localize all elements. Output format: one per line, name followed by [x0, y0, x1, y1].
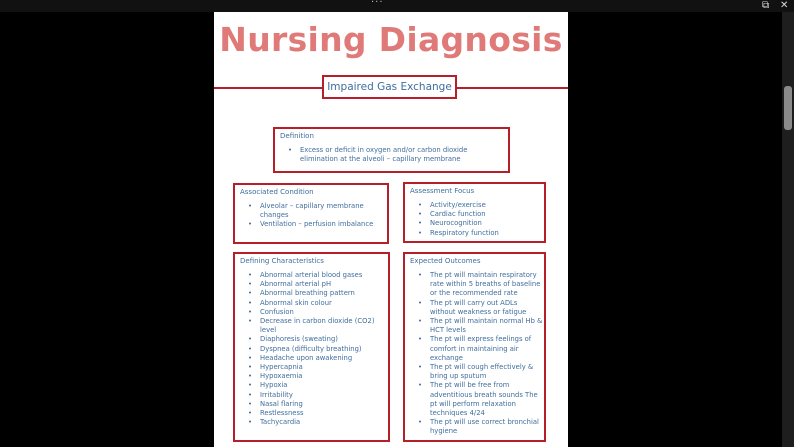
window-title-bar: [0, 0, 794, 12]
close-icon[interactable]: ✕: [780, 0, 789, 11]
list-item: • Hypoxia: [260, 381, 388, 390]
list-item: • The pt will maintain respiratory rate within 5 breaths of baseline or the recommended rate: [430, 271, 543, 299]
list-item: • The pt will use correct bronchial hygiene: [430, 418, 543, 436]
list-item: • Ventilation – perfusion imbalance: [260, 220, 382, 229]
list-item: • Abnormal breathing pattern: [260, 289, 388, 298]
associated-condition-heading: Associated Condition: [240, 188, 314, 196]
list-item: • Abnormal skin colour: [260, 299, 388, 308]
list-item: • Respiratory function: [430, 229, 542, 238]
list-item: • The pt will maintain normal Hb & HCT levels: [430, 317, 543, 335]
list-item: • Restlessness: [260, 409, 388, 418]
list-item: • Confusion: [260, 308, 388, 317]
assessment-focus-heading: Assessment Focus: [410, 187, 475, 195]
list-item: • The pt will carry out ADLs without weakness or fatigue: [430, 299, 543, 317]
list-item: • The pt will express feelings of comfort in maintaining air exchange: [430, 335, 543, 363]
document-title: Nursing Diagnosis: [219, 20, 563, 59]
list-item: • Tachycardia: [260, 418, 388, 427]
restore-icon[interactable]: ⧉: [762, 0, 770, 11]
list-item: • Decrease in carbon dioxide (CO2) level: [260, 317, 388, 335]
defining-characteristics-heading: Defining Characteristics: [240, 257, 324, 265]
list-item: • The pt will cough effectively & bring up sputum: [430, 363, 543, 381]
definition-heading: Definition: [280, 132, 314, 140]
list-item: • Excess or deficit in oxygen and/or carbon dioxide elimination at the alveoli – capillary membrane: [300, 146, 505, 164]
expected-outcomes-list: [430, 271, 543, 437]
list-item: • Diaphoresis (sweating): [260, 335, 388, 344]
list-item: • Hypercapnia: [260, 363, 388, 372]
list-item: • Neurocognition: [430, 219, 542, 228]
list-item: • Hypoxaemia: [260, 372, 388, 381]
list-item: • Activity/exercise: [430, 201, 542, 210]
defining-characteristics-list: [260, 271, 388, 427]
document-page: [214, 12, 568, 447]
expected-outcomes-heading: Expected Outcomes: [410, 257, 481, 265]
list-item: • Headache upon awakening: [260, 354, 388, 363]
assessment-focus-box: [403, 182, 546, 243]
list-item: • Abnormal arterial pH: [260, 280, 388, 289]
scrollbar-thumb[interactable]: [784, 86, 792, 130]
vertical-scrollbar[interactable]: [782, 12, 794, 447]
list-item: • Cardiac function: [430, 210, 542, 219]
defining-characteristics-box: [233, 252, 390, 442]
list-item: • Irritability: [260, 391, 388, 400]
expected-outcomes-box: [403, 252, 546, 442]
assessment-focus-list: [430, 201, 542, 238]
associated-condition-box: [233, 183, 389, 244]
diagnosis-subtitle: Impaired Gas Exchange: [322, 75, 457, 99]
list-item: • Alveolar – capillary membrane changes: [260, 202, 382, 220]
list-item: • Dyspnea (difficulty breathing): [260, 345, 388, 354]
definition-box: [273, 127, 510, 173]
list-item: • Abnormal arterial blood gases: [260, 271, 388, 280]
window-menu-dots[interactable]: ···: [371, 0, 384, 8]
list-item: • The pt will be free from adventitious breath sounds The pt will perform relaxation techniques 4/24: [430, 381, 543, 418]
associated-condition-list: [260, 202, 382, 230]
definition-list: [300, 146, 505, 164]
list-item: • Nasal flaring: [260, 400, 388, 409]
